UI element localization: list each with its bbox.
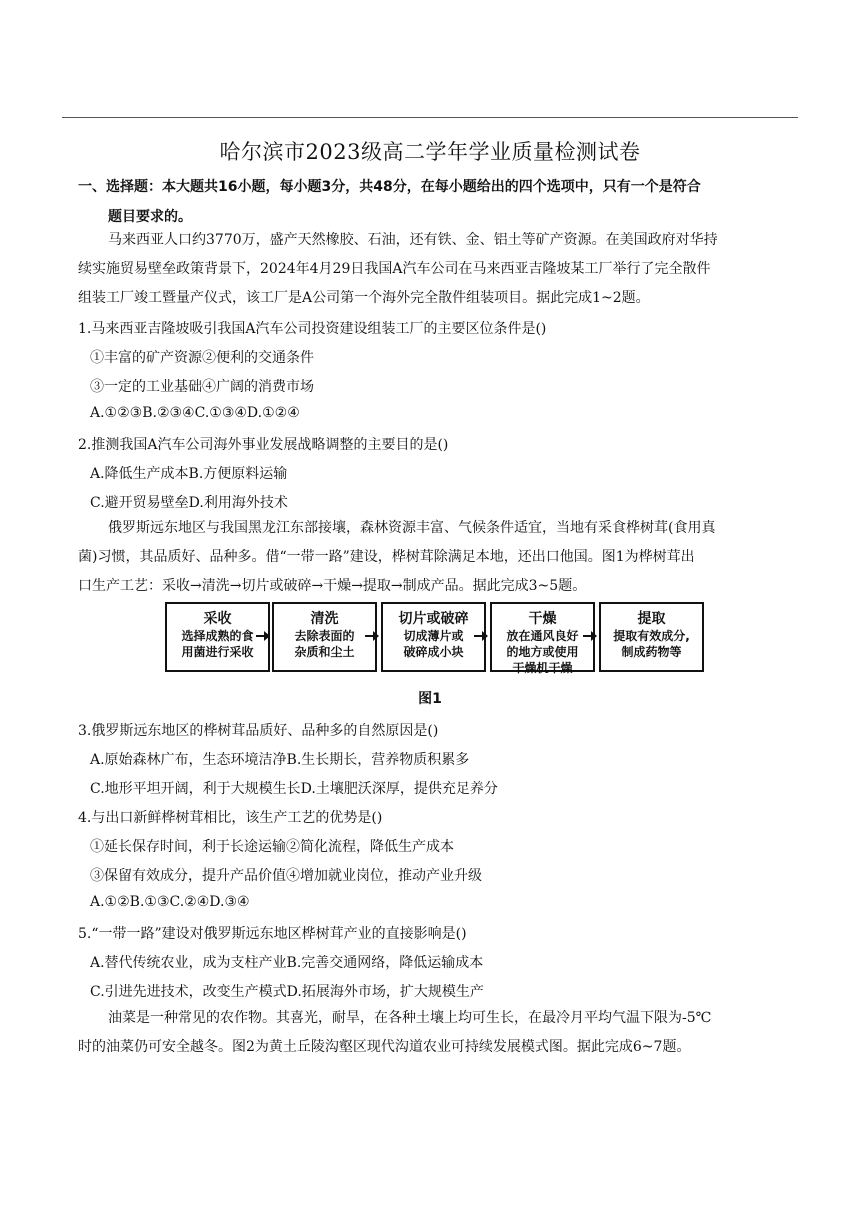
flow-step-harvest [165,602,270,672]
flow-step-desc: 的地方或使用 [506,645,579,659]
passage-line: 时的油菜仍可安全越冬。图2为黄土丘陵沟壑区现代沟道农业可持续发展模式图。据此完成6~7题。 [78,1039,691,1055]
question-3-stem: 3.俄罗斯远东地区的桦树茸品质好、品种多的自然原因是() [78,723,439,739]
flow-step-desc: 选择成熟的食 [181,629,254,643]
flow-arrow-icon [256,630,270,642]
question-3-options-a: A.原始森林广布，生态环境洁净B.生长期长，营养物质积累多 [90,752,470,768]
flow-step-desc: 切成薄片或 [403,629,464,643]
question-4-statements-a: ①延长保存时间，利于长途运输②简化流程，降低生产成本 [90,839,454,855]
passage-line: 续实施贸易壁垒政策背景下，2024年4月29日我国A汽车公司在马来西亚吉隆坡某工厂举行了完全散件 [78,261,711,277]
flow-step-title: 提取 [637,611,666,627]
flow-step-desc: 干燥机干燥 [512,661,573,675]
header-rule [62,117,798,118]
question-4-options: A.①②B.①③C.②④D.③④ [90,894,250,910]
question-1-options: A.①②③B.②③④C.①③④D.①②④ [90,405,300,421]
passage-line: 马来西亚人口约3770万，盛产天然橡胶、石油，还有铁、金、铝土等矿产资源。在美国政府对华持 [108,232,718,248]
section-heading-line1: 一、选择题：本大题共16小题，每小题3分，共48分，在每小题给出的四个选项中，只有一个是符合 [78,179,701,195]
question-2-options-a: A.降低生产成本B.方便原料运输 [90,466,288,482]
flow-step-desc: 制成药物等 [621,645,682,659]
flow-step-desc: 去除表面的 [294,629,355,643]
section-heading [78,172,798,232]
question-3-options-b: C.地形平坦开阔，利于大规模生长D.土壤肥沃深厚，提供充足养分 [90,781,498,797]
question-5-stem: 5.“一带一路”建设对俄罗斯远东地区桦树茸产业的直接影响是() [78,926,467,942]
flow-step-desc: 放在通风良好 [506,629,579,643]
flow-arrow-icon [365,630,379,642]
question-5-options-b: C.引进先进技术，改变生产模式D.拓展海外市场，扩大规模生产 [90,984,484,1000]
question-2-options-b: C.避开贸易壁垒D.利用海外技术 [90,495,288,511]
question-1-statements-a: ①丰富的矿产资源②便利的交通条件 [90,350,314,366]
passage-line: 菌)习惯，其品质好、品种多。借“一带一路”建设，桦树茸除满足本地，还出口他国。图1为桦树茸出 [78,549,695,565]
flow-step-title: 清洗 [310,611,339,627]
flow-step-wash [272,602,377,672]
flow-step-dry [490,602,595,675]
flow-step-desc: 用菌进行采收 [181,645,254,659]
question-1-statements-b: ③一定的工业基础④广阔的消费市场 [90,379,314,395]
passage-line: 俄罗斯远东地区与我国黑龙江东部接壤，森林资源丰富、气候条件适宜，当地有采食桦树茸(食用真 [108,520,716,536]
passage-line: 组装工厂竣工暨量产仪式，该工厂是A公司第一个海外完全散件组装项目。据此完成1~2题。 [78,290,650,306]
flow-step-title: 切片或破碎 [398,611,469,627]
question-2-stem: 2.推测我国A汽车公司海外事业发展战略调整的主要目的是() [78,437,449,453]
page-title: 哈尔滨市2023级高二学年学业质量检测试卷 [219,140,641,164]
flow-arrow-icon [583,630,597,642]
flow-step-desc: 提取有效成分, [613,629,690,643]
flow-step-desc: 杂质和尘土 [294,645,355,659]
passage-rapeseed [78,1004,798,1062]
flow-step-title: 干燥 [528,611,557,627]
question-4-stem: 4.与出口新鲜桦树茸相比，该生产工艺的优势是() [78,810,383,826]
passage-chaga [78,514,798,601]
question-1-stem: 1.马来西亚吉隆坡吸引我国A汽车公司投资建设组装工厂的主要区位条件是() [78,321,547,337]
question-4-statements-b: ③保留有效成分，提升产品价值④增加就业岗位，推动产业升级 [90,868,482,884]
figure-1-caption: 图1 [418,691,442,707]
passage-line: 口生产工艺：采收→清洗→切片或破碎→干燥→提取→制成产品。据此完成3~5题。 [78,578,587,594]
flow-arrow-icon [474,630,488,642]
flow-step-title: 采收 [203,611,232,627]
flow-step-desc: 破碎成小块 [403,645,464,659]
flow-step-slice [381,602,486,672]
passage-malaysia [78,226,798,313]
question-5-options-a: A.替代传统农业，成为支柱产业B.完善交通网络，降低运输成本 [90,955,484,971]
passage-line: 油菜是一种常见的农作物。其喜光，耐旱，在各种土壤上均可生长，在最冷月平均气温下限为-5℃ [108,1010,712,1026]
flow-step-extract [599,602,704,672]
figure-1-process-flow [165,602,690,676]
section-heading-line2: 题目要求的。 [108,209,192,225]
